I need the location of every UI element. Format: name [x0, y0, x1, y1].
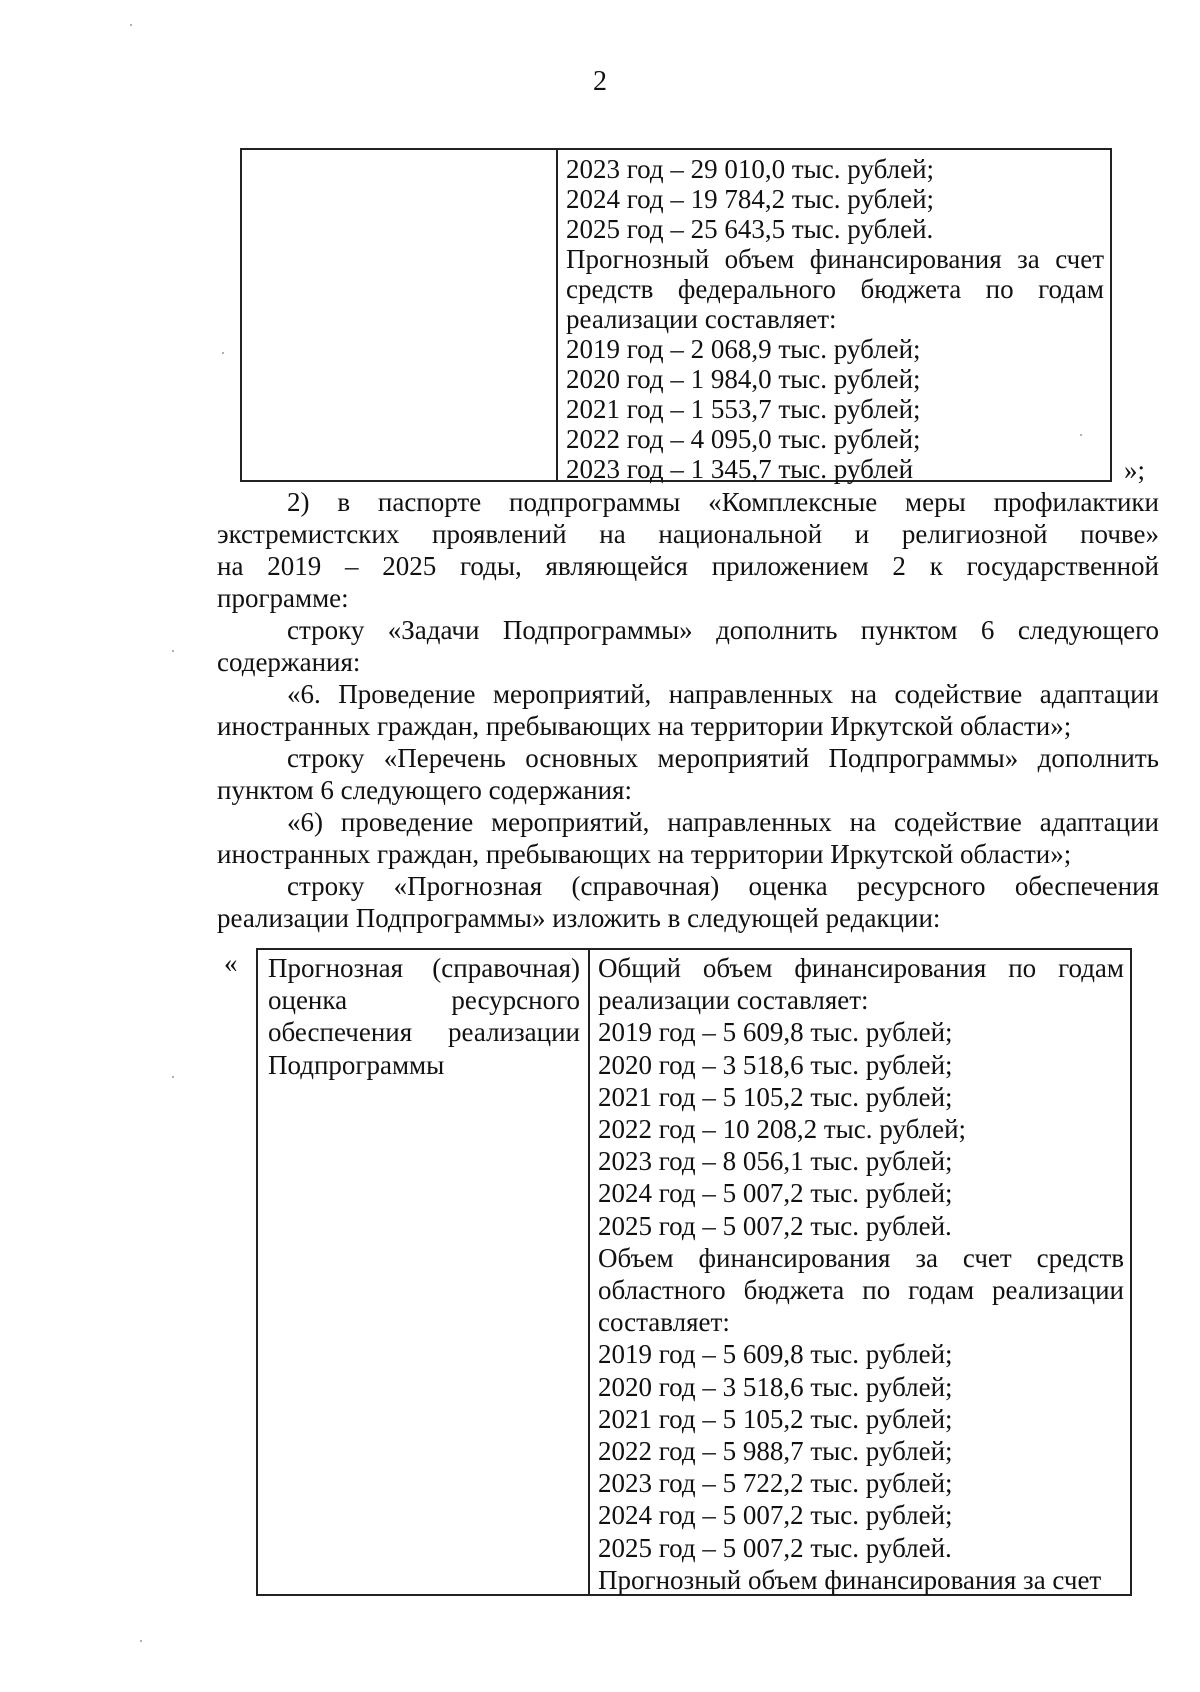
scan-speck	[130, 24, 132, 26]
table-left-cell	[258, 950, 590, 1594]
table-line: 2022 год – 10 208,2 тыс. рублей;	[598, 1114, 967, 1145]
scan-speck	[140, 1640, 142, 1642]
paragraph-item-6	[217, 678, 1159, 742]
scan-speck	[172, 650, 174, 652]
text-line: реализации Подпрограммы» изложить в следующей редакции:	[217, 903, 941, 933]
table-line: областного бюджета по годам реализации	[598, 1275, 1124, 1306]
table-line: 2019 год – 2 068,9 тыс. рублей;	[566, 334, 921, 364]
table-line: Объем финансирования за счет средств	[598, 1242, 1124, 1273]
text-line: иностранных граждан, пребывающих на территории Иркутской области»;	[217, 839, 1072, 869]
paragraph-item-6-lower	[217, 806, 1159, 870]
table-line: 2023 год – 1 345,7 тыс. рублей	[566, 454, 914, 484]
table-line: 2022 год – 5 988,7 тыс. рублей;	[598, 1436, 953, 1467]
text-line: иностранных граждан, пребывающих на территории Иркутской области»;	[217, 711, 1072, 741]
table-line: реализации составляет:	[566, 304, 837, 334]
paragraph-tasks	[217, 614, 1159, 678]
table-right-cell	[598, 952, 1124, 1596]
text-line: «6) проведение мероприятий, направленных на содействие адаптации	[287, 807, 1159, 837]
paragraph-measures	[217, 742, 1159, 806]
table-line: Прогнозная (справочная)	[268, 953, 580, 983]
table-line: 2023 год – 8 056,1 тыс. рублей;	[598, 1146, 953, 1177]
table-line: Прогнозный объем финансирования за счет	[566, 244, 1104, 274]
scan-speck	[1080, 434, 1082, 436]
scan-speck	[172, 1076, 174, 1078]
opening-quote: «	[224, 948, 238, 978]
table-line: 2024 год – 19 784,2 тыс. рублей;	[566, 184, 935, 214]
text-line: программе:	[217, 583, 349, 613]
table-line: Прогнозный объем финансирования за счет	[598, 1564, 1102, 1595]
table-line: Общий объем финансирования по годам	[598, 953, 1124, 983]
table-line: обеспечения реализации	[268, 1017, 580, 1048]
text-line: строку «Прогнозная (справочная) оценка ресурсного обеспечения	[287, 871, 1159, 901]
table-line: 2025 год – 5 007,2 тыс. рублей.	[598, 1210, 952, 1241]
table-line: средств федерального бюджета по годам	[566, 274, 1104, 304]
table-line: 2019 год – 5 609,8 тыс. рублей;	[598, 1339, 953, 1370]
table-line: Подпрограммы	[268, 1049, 445, 1080]
paragraph-2	[217, 486, 1159, 614]
scan-speck	[222, 352, 224, 354]
table-line: 2024 год – 5 007,2 тыс. рублей;	[598, 1178, 953, 1209]
table-line: 2025 год – 5 007,2 тыс. рублей.	[598, 1532, 952, 1563]
table-line: 2020 год – 3 518,6 тыс. рублей;	[598, 1371, 953, 1402]
table-line: 2023 год – 5 722,2 тыс. рублей;	[598, 1468, 953, 1499]
text-line: экстремистских проявлений на национальной и религиозной почве»	[217, 519, 1159, 549]
text-line: 2) в паспорте подпрограммы «Комплексные меры профилактики	[287, 487, 1159, 517]
text-line: строку «Перечень основных мероприятий Подпрограммы» дополнить	[287, 743, 1159, 773]
table-line: 2025 год – 25 643,5 тыс. рублей.	[566, 214, 934, 244]
table-line: 2021 год – 1 553,7 тыс. рублей;	[566, 394, 921, 424]
table-line: реализации составляет:	[598, 985, 869, 1016]
text-line: «6. Проведение мероприятий, направленных на содействие адаптации	[287, 679, 1159, 709]
table-line: 2019 год – 5 609,8 тыс. рублей;	[598, 1017, 953, 1048]
table-line: 2021 год – 5 105,2 тыс. рублей;	[598, 1403, 953, 1434]
table-left-cell	[242, 150, 558, 480]
table-right-cell	[566, 154, 1104, 484]
text-line: на 2019 – 2025 годы, являющейся приложением 2 к государственной	[217, 551, 1159, 581]
paragraph-forecast	[217, 870, 1159, 934]
table-line: 2021 год – 5 105,2 тыс. рублей;	[598, 1081, 953, 1112]
table-line: 2020 год – 3 518,6 тыс. рублей;	[598, 1049, 953, 1080]
forecast-funding-table	[256, 948, 1132, 1596]
text-line: строку «Задачи Подпрограммы» дополнить пунктом 6 следующего	[287, 615, 1159, 645]
page-number: 2	[593, 66, 607, 97]
table-line: 2020 год – 1 984,0 тыс. рублей;	[566, 364, 921, 394]
text-line: пунктом 6 следующего содержания:	[217, 775, 632, 805]
closing-quote: »;	[1124, 455, 1146, 485]
funding-table-continued	[240, 148, 1112, 482]
table-line: 2023 год – 29 010,0 тыс. рублей;	[566, 154, 935, 184]
table-line: 2024 год – 5 007,2 тыс. рублей;	[598, 1500, 953, 1531]
table-line: составляет:	[598, 1307, 730, 1338]
table-line: оценка ресурсного	[268, 985, 580, 1016]
table-line: 2022 год – 4 095,0 тыс. рублей;	[566, 424, 921, 454]
text-line: содержания:	[217, 647, 361, 677]
